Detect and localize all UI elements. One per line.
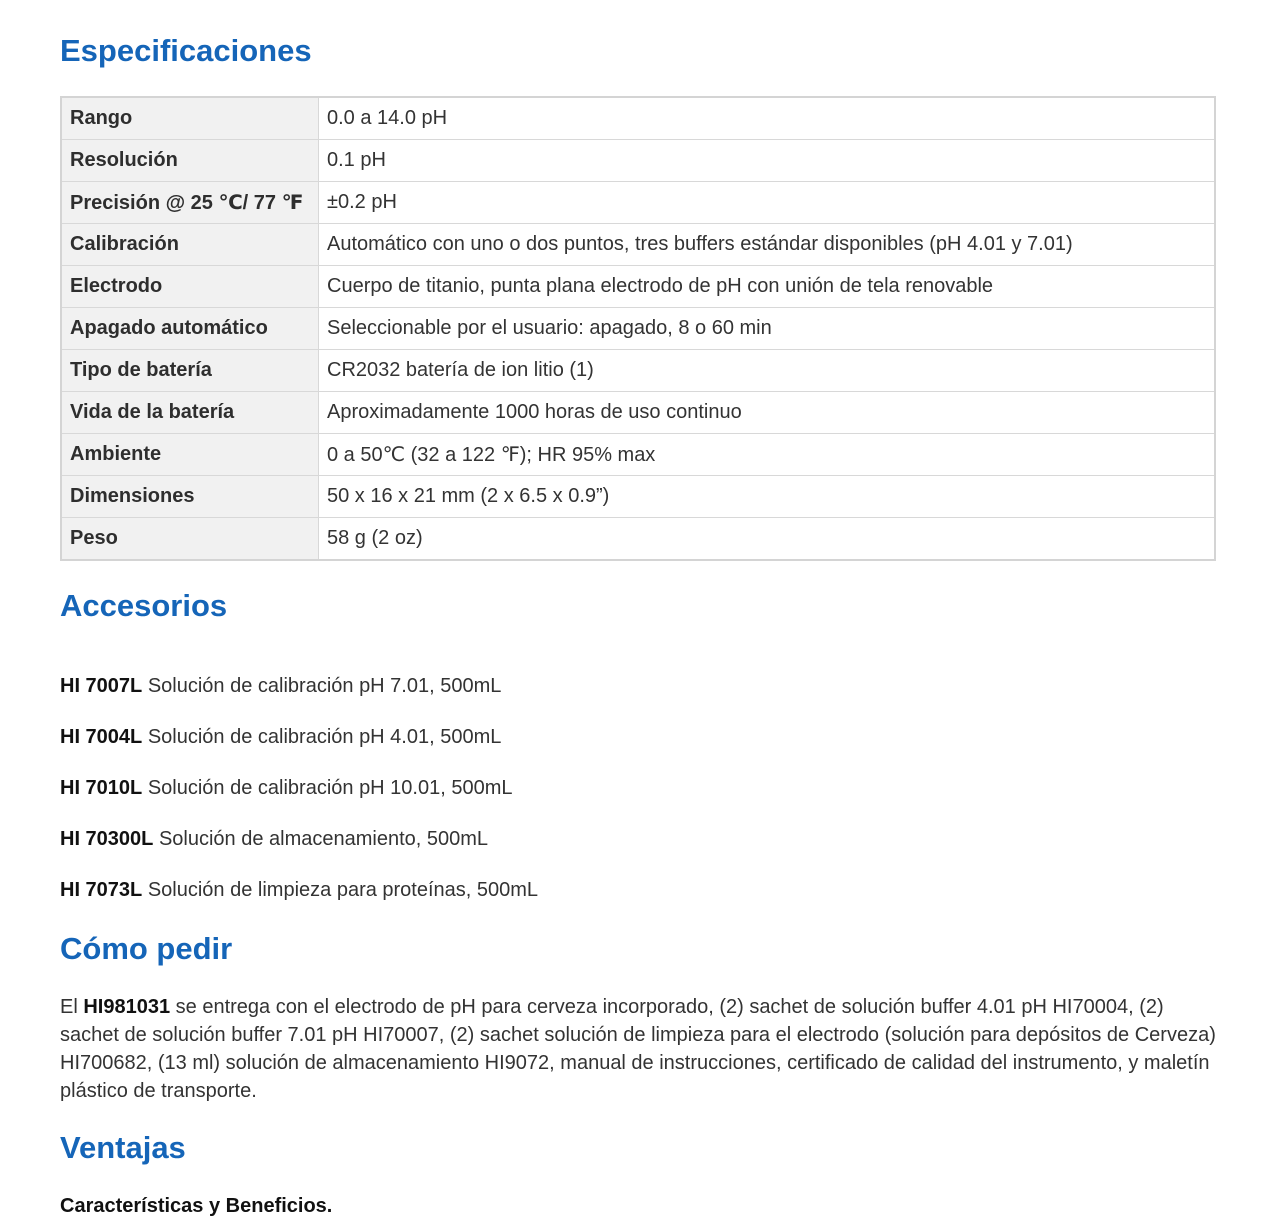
table-row (61, 434, 1215, 476)
spec-value: Aproximadamente 1000 horas de uso continuo (319, 392, 1216, 434)
list-item (60, 877, 538, 928)
accessory-code: HI 70300L (60, 828, 154, 850)
accessory-description: Solución de calibración pH 10.01, 500mL (142, 777, 513, 799)
spec-label: Vida de la batería (61, 392, 319, 434)
list-item (60, 775, 538, 826)
accessory-description: Solución de limpieza para proteínas, 500mL (142, 879, 539, 901)
accessory-code: HI 7007L (60, 675, 143, 697)
table-row (61, 350, 1215, 392)
order-heading: Cómo pedir (60, 931, 233, 966)
spec-label: Peso (61, 518, 319, 561)
spec-value: 0 a 50℃ (32 a 122 ℉); HR 95% max (319, 434, 1216, 476)
accessories-heading: Accesorios (60, 588, 228, 623)
spec-label: Tipo de batería (61, 350, 319, 392)
table-row (61, 392, 1215, 434)
spec-label: Ambiente (61, 434, 319, 476)
spec-label: Electrodo (61, 266, 319, 308)
features-title: Características y Beneficios. (60, 1195, 333, 1217)
accessory-code: HI 7004L (60, 726, 143, 748)
table-row (61, 308, 1215, 350)
list-item (60, 826, 538, 877)
table-row (61, 140, 1215, 182)
spec-value: Cuerpo de titanio, punta plana electrodo de pH con unión de tela renovable (319, 266, 1216, 308)
order-paragraph (60, 993, 1216, 1105)
spec-label: Precisión @ 25 ℃/ 77 ℉ (61, 182, 319, 224)
spec-label: Resolución (61, 140, 319, 182)
spec-label: Apagado automático (61, 308, 319, 350)
list-item (60, 724, 538, 775)
table-row (61, 518, 1215, 561)
spec-label: Rango (61, 97, 319, 140)
accessory-description: Solución de calibración pH 4.01, 500mL (142, 726, 502, 748)
table-row (61, 224, 1215, 266)
spec-value: CR2032 batería de ion litio (1) (319, 350, 1216, 392)
table-row (61, 182, 1215, 224)
spec-label: Dimensiones (61, 476, 319, 518)
spec-value: 58 g (2 oz) (319, 518, 1216, 561)
order-prefix: El (60, 996, 84, 1018)
accessory-description: Solución de almacenamiento, 500mL (153, 828, 489, 850)
spec-value: ±0.2 pH (319, 182, 1216, 224)
table-row (61, 476, 1215, 518)
accessory-code: HI 7073L (60, 879, 143, 901)
specs-table (60, 96, 1216, 561)
table-row (61, 97, 1215, 140)
specs-heading: Especificaciones (60, 33, 312, 68)
list-item (60, 673, 538, 724)
model-code: HI981031 (83, 996, 171, 1018)
order-text: se entrega con el electrodo de pH para cerveza incorporado, (2) sachet de solución buffer 4.01 pH HI70004, (2) sachet de solución buffer 7.01 pH HI70007, (2) sachet solución de limpieza para el electrodo (solución para depósitos de Cerveza) HI700682, (13 ml) solución de almacenamiento HI9072, manual de instrucciones, certificado de calidad del instrumento, y maletín plástico de transporte. (60, 996, 1216, 1102)
spec-label: Calibración (61, 224, 319, 266)
spec-value: Automático con uno o dos puntos, tres buffers estándar disponibles (pH 4.01 y 7.01) (319, 224, 1216, 266)
table-row (61, 266, 1215, 308)
spec-value: Seleccionable por el usuario: apagado, 8 o 60 min (319, 308, 1216, 350)
accessories-list (60, 673, 538, 928)
accessory-description: Solución de calibración pH 7.01, 500mL (142, 675, 502, 697)
spec-value: 0.0 a 14.0 pH (319, 97, 1216, 140)
spec-value: 0.1 pH (319, 140, 1216, 182)
accessory-code: HI 7010L (60, 777, 143, 799)
advantages-heading: Ventajas (60, 1130, 186, 1165)
spec-value: 50 x 16 x 21 mm (2 x 6.5 x 0.9”) (319, 476, 1216, 518)
